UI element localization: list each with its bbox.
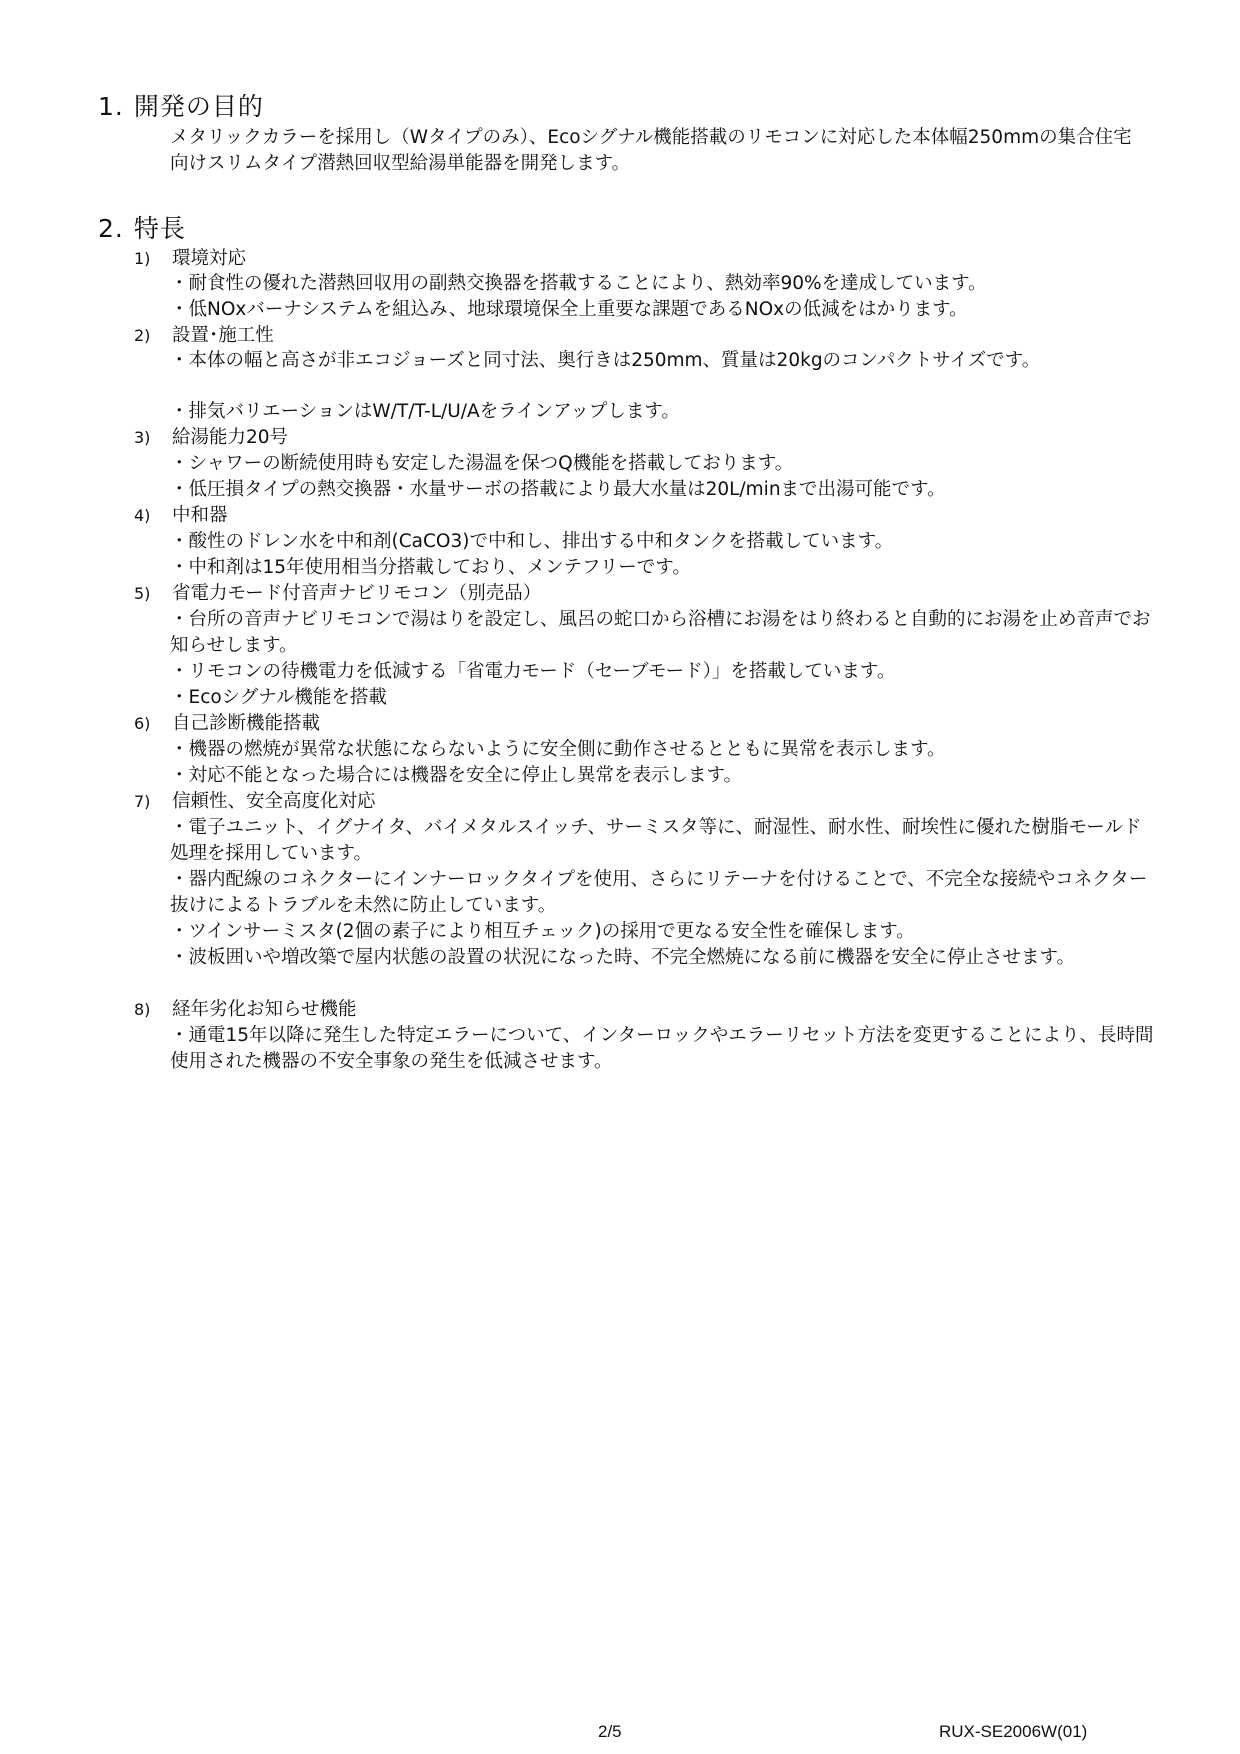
feature-bullet: ・電子ユニット、イグナイタ、バイメタルスイッチ、サーミスタ等に、耐湿性、耐水性、耐埃性に優れた樹脂モールド処理を採用しています。	[170, 817, 1142, 864]
feature-bullet: ・通電15年以降に発生した特定エラーについて、インターロックやエラーリセット方法を変更することにより、長時間使用された機器の不安全事象の発生を低減させます。	[170, 1025, 1154, 1072]
feature-item-heading	[134, 711, 320, 737]
feature-item-title: 省電力モード付音声ナビリモコン（別売品）	[172, 583, 542, 604]
feature-item-title: 経年劣化お知らせ機能	[172, 999, 357, 1020]
feature-bullet: ・シャワーの断続使用時も安定した湯温を保つQ機能を搭載しております。	[170, 453, 794, 474]
feature-bullet: ・ツインサーミスタ(2個の素子により相互チェック)の採用で更なる安全性を確保します。	[170, 921, 915, 942]
section-1-text: メタリックカラーを採用し（Wタイプのみ）、Ecoシグナル機能搭載のリモコンに対応した本体幅250mmの集合住宅向けスリムタイプ潜熱回収型給湯単能器を開発します。	[170, 127, 1132, 174]
feature-bullet: ・リモコンの待機電力を低減する「省電力モード（セーブモード）」を搭載しています。	[170, 661, 896, 682]
feature-bullet: ・酸性のドレン水を中和剤(CaCO3)で中和し、排出する中和タンクを搭載しています。	[170, 531, 894, 552]
feature-item-number: 7)	[134, 792, 151, 811]
feature-item-heading	[134, 425, 288, 451]
feature-item-heading	[134, 789, 376, 815]
feature-bullet: ・低圧損タイプの熱交換器・水量サーボの搭載により最大水量は20L/minまで出湯可能です。	[170, 479, 946, 500]
feature-bullet: ・中和剤は15年使用相当分搭載しており、メンテフリーです。	[170, 557, 691, 578]
feature-bullet: ・台所の音声ナビリモコンで湯はりを設定し、風呂の蛇口から浴槽にお湯をはり終わると自動的にお湯を止め音声でお知らせします。	[170, 609, 1151, 656]
feature-bullet: ・波板囲いや増改築で屋内状態の設置の状況になった時、不完全燃焼になる前に機器を安全に停止させます。	[170, 947, 1076, 968]
section-1-heading	[98, 92, 264, 122]
section-2-heading	[98, 214, 186, 244]
feature-item-heading	[134, 503, 228, 529]
feature-item-number: 2)	[134, 326, 151, 345]
feature-bullet: ・器内配線のコネクターにインナーロックタイプを使用、さらにリテーナを付けることで、不完全な接続やコネクター抜けによるトラブルを未然に防止しています。	[170, 869, 1148, 916]
feature-item-heading	[134, 997, 356, 1023]
feature-item-heading	[134, 581, 541, 607]
feature-item-number: 5)	[134, 584, 151, 603]
feature-bullet: ・機器の燃焼が異常な状態にならないように安全側に動作させるとともに異常を表示します。	[170, 739, 946, 760]
section-1-title: 開発の目的	[133, 92, 264, 121]
feature-bullet: ・Ecoシグナル機能を搭載	[170, 687, 387, 708]
feature-item-title: 給湯能力20号	[172, 427, 289, 448]
feature-item-title: 自己診断機能搭載	[172, 713, 321, 734]
feature-item-number: 6)	[134, 714, 151, 733]
feature-bullet: ・耐食性の優れた潜熱回収用の副熱交換器を搭載することにより、熱効率90%を達成しています。	[170, 273, 987, 294]
feature-bullet: ・低NOxバーナシステムを組込み、地球環境保全上重要な課題であるNOxの低減をはかります。	[170, 299, 968, 320]
feature-item-heading	[134, 246, 246, 272]
feature-item-number: 1)	[134, 249, 151, 268]
feature-item-number: 4)	[134, 506, 151, 525]
feature-item-heading	[134, 323, 274, 349]
section-1-number: 1.	[98, 92, 124, 121]
feature-item-title: 環境対応	[172, 248, 247, 269]
feature-item-number: 3)	[134, 428, 151, 447]
feature-item-title: 中和器	[172, 505, 228, 526]
feature-bullet: ・対応不能となった場合には機器を安全に停止し異常を表示します。	[170, 765, 743, 786]
feature-item-number: 8)	[134, 1000, 151, 1019]
feature-item-title: 信頼性、安全高度化対応	[172, 791, 376, 812]
feature-bullet: ・本体の幅と高さが非エコジョーズと同寸法、奥行きは250mm、質量は20kgのコンパクトサイズです。	[170, 350, 1041, 371]
feature-bullet: ・排気バリエーションはW/T/T-L/U/Aをラインアップします。	[170, 401, 680, 422]
feature-item-title: 設置･施工性	[172, 325, 274, 346]
section-2-number: 2.	[98, 214, 124, 243]
page-number: 2/5	[598, 1722, 622, 1741]
document-code: RUX-SE2006W(01)	[939, 1722, 1088, 1741]
section-2-title: 特長	[133, 214, 186, 243]
